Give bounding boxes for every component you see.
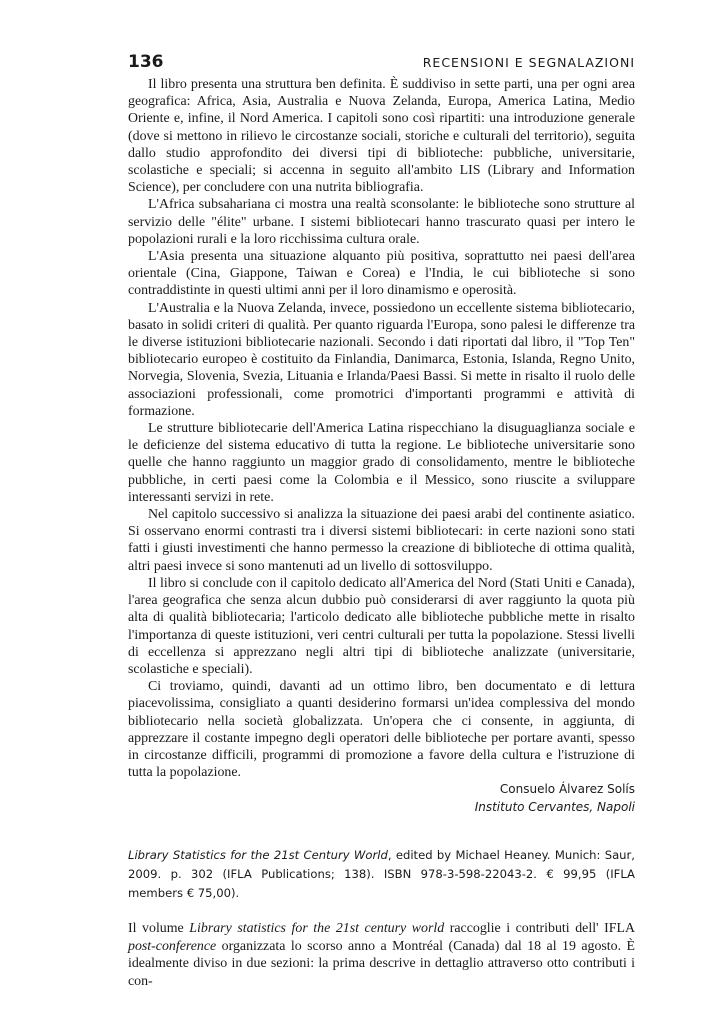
paragraph: Il libro si conclude con il capitolo dedicato all'America del Nord (Stati Uniti e Canada), l'area geografica che senza alcun dubbio può considerarsi di aver raggiunto la quota più alta di qualità bibliotecaria; l'articolo dedicato alle biblioteche pubbliche mette in risalto l'importanza di queste istituzioni, veri centri culturali per tutta la popolazione. Stessi livelli di eccellenza si apprezzano negli altri tipi di biblioteche analizzate (universitarie, scolastiche e speciali). bbox=[128, 575, 635, 677]
paragraph: L'Africa subsahariana ci mostra una realtà sconsolante: le biblioteche sono strutture al servizio delle "élite" urbane. I sistemi bibliotecari hanno trascurato quasi per intero le popolazioni rurali e la loro ricchissima cultura orale. bbox=[128, 197, 635, 247]
paragraph: L'Australia e la Nuova Zelanda, invece, possiedono un eccellente sistema bibliotecario, basato in solidi criteri di qualità. Per quanto riguarda l'Europa, sono palesi le differenze tra le diverse istituzioni bibliotecarie nazionali. Secondo i dati riportati dal libro, il "Top Ten" bibliotecario europeo è costituito da Finlandia, Danimarca, Estonia, Islanda, Regno Unito, Norvegia, Slovenia, Svezia, Lituania e Irlanda/Paesi Bassi. Si mette in risalto il ruolo delle associazioni professionali, come promotrici d'importanti programmi e attività di formazione. bbox=[128, 300, 635, 419]
second-review-paragraph bbox=[128, 920, 635, 990]
paragraph: Ci troviamo, quindi, davanti ad un ottimo libro, ben documentato e di lettura piacevolissima, consigliato a quanti desiderino formarsi un'idea complessiva del mondo bibliotecario nella società globalizzata. Un'opera che ci consente, in aggiunta, di apprezzare il costante impegno degli operatori delle biblioteche per portare avanti, spesso in circostanze difficili, programmi di promozione a favore della cultura e l'istruzione di tutta la popolazione. bbox=[128, 679, 635, 781]
bibliographic-reference bbox=[128, 846, 635, 903]
page-number: 136 bbox=[128, 52, 164, 72]
document-page bbox=[128, 52, 635, 990]
review-body bbox=[128, 76, 635, 781]
paragraph: L'Asia presenta una situazione alquanto più positiva, soprattutto nei paesi dell'area orientale (Cina, Giappone, Taiwan e Corea) e l'India, le cui biblioteche si sono contraddistinte in questi ultimi anni per il loro dinamismo e operosità. bbox=[128, 249, 635, 299]
paragraph: Nel capitolo successivo si analizza la situazione dei paesi arabi del continente asiatico. Si osservano enormi contrasti tra i diversi sistemi bibliotecari: in certe nazioni sono stati fatti i giusti investimenti che hanno permesso la creazione di biblioteche di ottima qualità, altri paesi invece si sono mantenuti ad un livello di sottosviluppo. bbox=[128, 507, 635, 574]
reviewer-name: Consuelo Álvarez Solís bbox=[499, 782, 635, 797]
reviewer-affiliation: Instituto Cervantes, Napoli bbox=[474, 799, 635, 814]
review-signature bbox=[128, 781, 635, 816]
text-fragment: raccoglie i contributi dell' IFLA bbox=[444, 921, 635, 937]
text-fragment: Il volume bbox=[128, 921, 190, 937]
book-title: Library statistics for the 21st century world bbox=[189, 921, 445, 937]
italic-term: post-conference bbox=[128, 938, 217, 954]
paragraph: Le strutture bibliotecarie dell'America Latina rispecchiano la disuguaglianza sociale e le deficienze del sistema educativo di tutta la regione. Le biblioteche universitarie sono quelle che hanno raggiunto un maggior grado di consolidamento, mentre le biblioteche pubbliche, in certi paesi come la Colombia e il Messico, sono riuscite a sviluppare interessanti servizi in rete. bbox=[128, 421, 635, 505]
reference-title: Library Statistics for the 21st Century World bbox=[128, 848, 388, 863]
reference-details: , edited by Michael Heaney. Munich: Saur, 2009. p. 302 (IFLA Publications; 138). ISBN 978-3-598-22043-2. € 99,95 (IFLA members € 75,00). bbox=[128, 848, 635, 901]
page-header bbox=[128, 52, 635, 74]
running-head: RECENSIONI E SEGNALAZIONI bbox=[422, 55, 635, 70]
paragraph: Il libro presenta una struttura ben definita. È suddiviso in sette parti, una per ogni area geografica: Africa, Asia, Australia e Nuova Zelanda, Europa, America Latina, Medio Oriente e, infine, il Nord America. I capitoli sono così ripartiti: una introduzione generale (dove si mettono in rilievo le circostanze sociali, storiche e culturali del territorio), seguita dallo studio approfondito dei diversi tipi di biblioteche: pubbliche, universitarie, scolastiche e speciali; si accenna in seguito all'ambito LIS (Library and Information Science), per concludere con una nutrita bibliografia. bbox=[128, 77, 635, 196]
text-fragment: organizzata lo scorso anno a Montréal (Canada) dal 18 al 19 agosto. È idealmente diviso in due sezioni: la prima descrive in dettaglio attraverso otto contributi i con- bbox=[128, 938, 635, 989]
